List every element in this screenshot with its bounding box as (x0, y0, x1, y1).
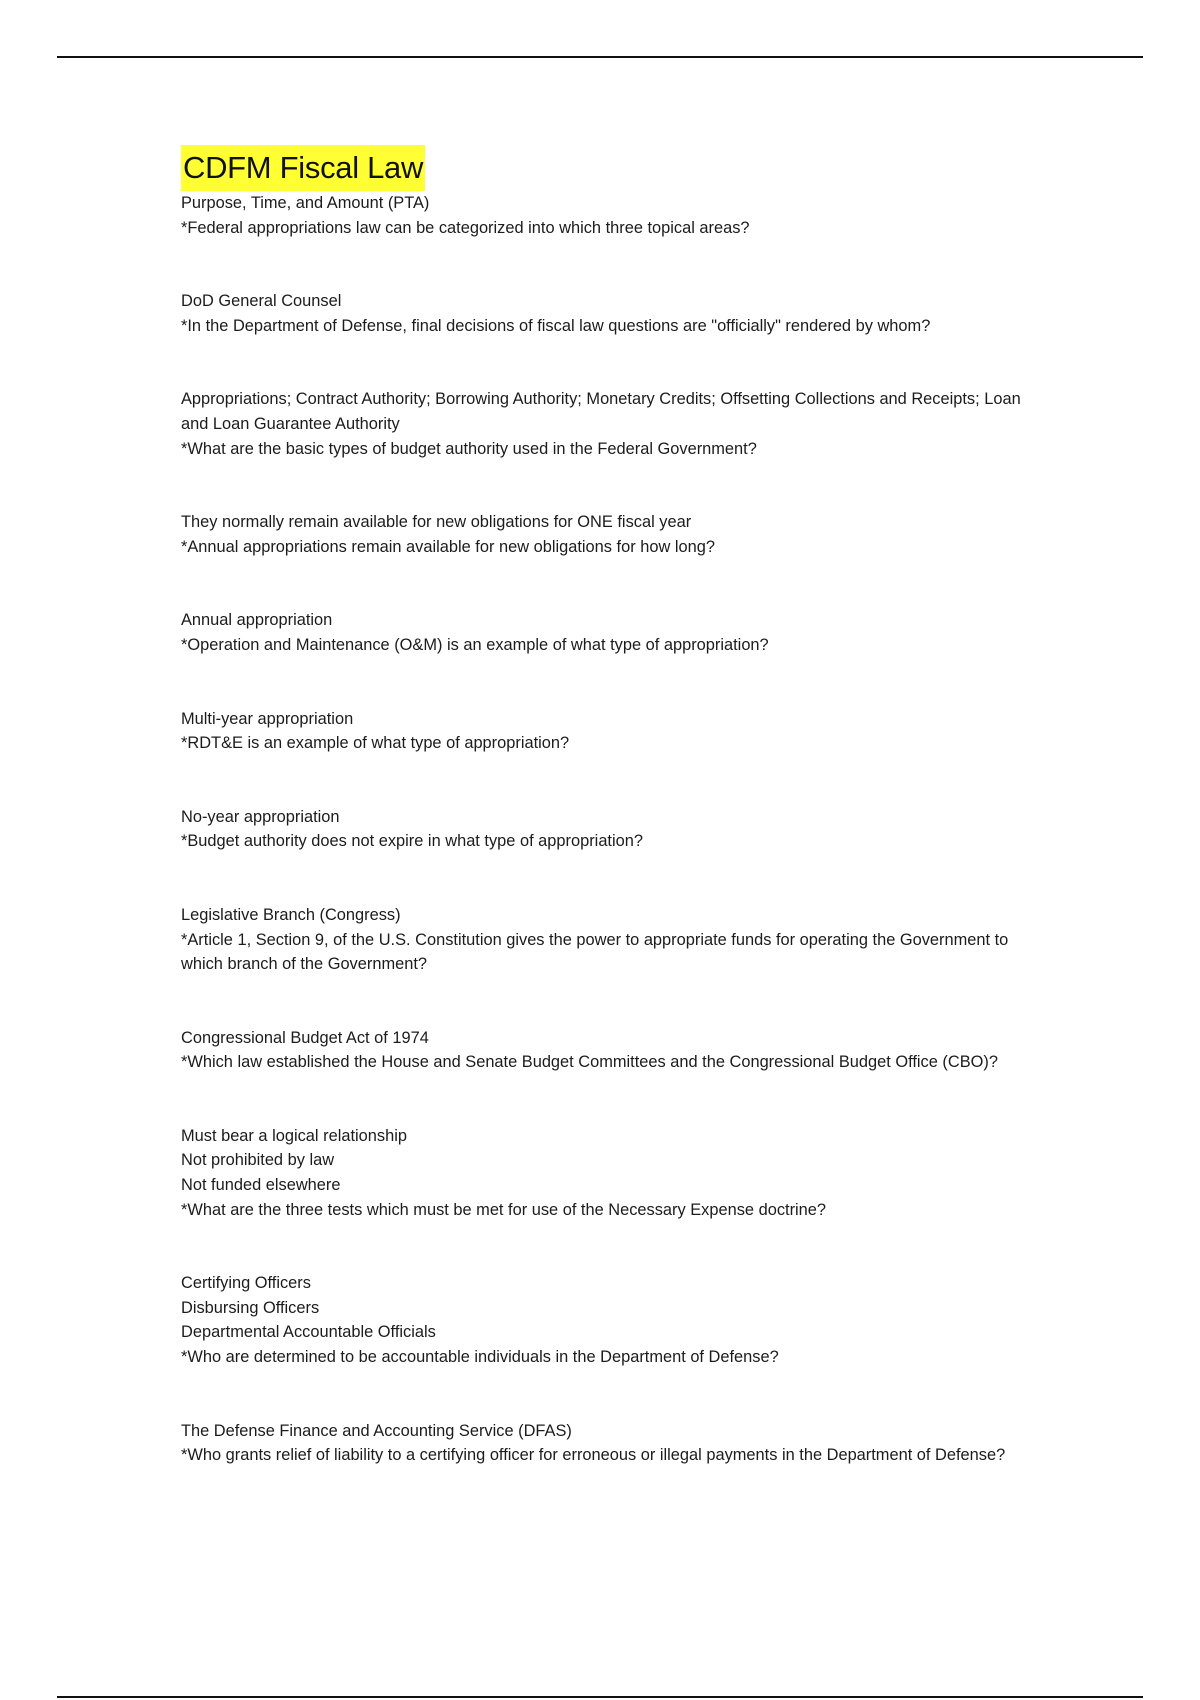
question-line: *Operation and Maintenance (O&M) is an example of what type of appropriation? (181, 635, 769, 654)
qa-list (181, 191, 1031, 1468)
answer-line: Congressional Budget Act of 1974 (181, 1028, 429, 1047)
answer-line: The Defense Finance and Accounting Service (DFAS) (181, 1421, 572, 1440)
qa-item (181, 707, 1031, 756)
answer-line: Legislative Branch (Congress) (181, 905, 401, 924)
qa-item (181, 1271, 1031, 1369)
answer-line: Not funded elsewhere (181, 1176, 341, 1195)
answer-line: Must bear a logical relationship (181, 1126, 407, 1145)
question-line: *Which law established the House and Senate Budget Committees and the Congressional Budget Office (CBO)? (181, 1053, 998, 1072)
question-line: *RDT&E is an example of what type of appropriation? (181, 734, 570, 753)
question-line: *Annual appropriations remain available for new obligations for how long? (181, 537, 715, 556)
question-line: *What are the basic types of budget authority used in the Federal Government? (181, 439, 757, 458)
answer-line: Certifying Officers (181, 1274, 311, 1293)
document-body (181, 145, 1031, 1517)
answer-line: Appropriations; Contract Authority; Borrowing Authority; Monetary Credits; Offsetting Collections and Receipts; Loan and Loan Guarantee Authority (181, 390, 1021, 433)
question-line: *Who grants relief of liability to a certifying officer for erroneous or illegal payments in the Department of Defense? (181, 1446, 1006, 1465)
answer-line: DoD General Counsel (181, 292, 342, 311)
question-line: *What are the three tests which must be met for use of the Necessary Expense doctrine? (181, 1200, 827, 1219)
qa-item (181, 805, 1031, 854)
answer-line: Annual appropriation (181, 611, 333, 630)
bottom-rule (57, 1696, 1143, 1698)
document-title: CDFM Fiscal Law (181, 145, 425, 191)
question-line: *Federal appropriations law can be categorized into which three topical areas? (181, 218, 750, 237)
answer-line: Not prohibited by law (181, 1151, 335, 1170)
qa-item (181, 608, 1031, 657)
answer-line: Departmental Accountable Officials (181, 1323, 436, 1342)
qa-item (181, 903, 1031, 977)
qa-item (181, 289, 1031, 338)
qa-item (181, 1026, 1031, 1075)
qa-item (181, 1419, 1031, 1468)
question-line: *Article 1, Section 9, of the U.S. Constitution gives the power to appropriate funds for operating the Government to which branch of the Government? (181, 930, 1009, 974)
qa-item (181, 191, 1031, 240)
answer-line: Purpose, Time, and Amount (PTA) (181, 194, 430, 212)
question-line: *Budget authority does not expire in what type of appropriation? (181, 832, 643, 851)
answer-line: No-year appropriation (181, 807, 340, 826)
qa-item (181, 387, 1031, 461)
question-line: *Who are determined to be accountable individuals in the Department of Defense? (181, 1348, 779, 1367)
qa-item (181, 510, 1031, 559)
top-rule (57, 56, 1143, 58)
answer-line: Multi-year appropriation (181, 709, 354, 728)
qa-item (181, 1124, 1031, 1222)
answer-line: Disbursing Officers (181, 1298, 320, 1317)
answer-line: They normally remain available for new obligations for ONE fiscal year (181, 513, 692, 532)
question-line: *In the Department of Defense, final decisions of fiscal law questions are "officially" rendered by whom? (181, 316, 931, 335)
